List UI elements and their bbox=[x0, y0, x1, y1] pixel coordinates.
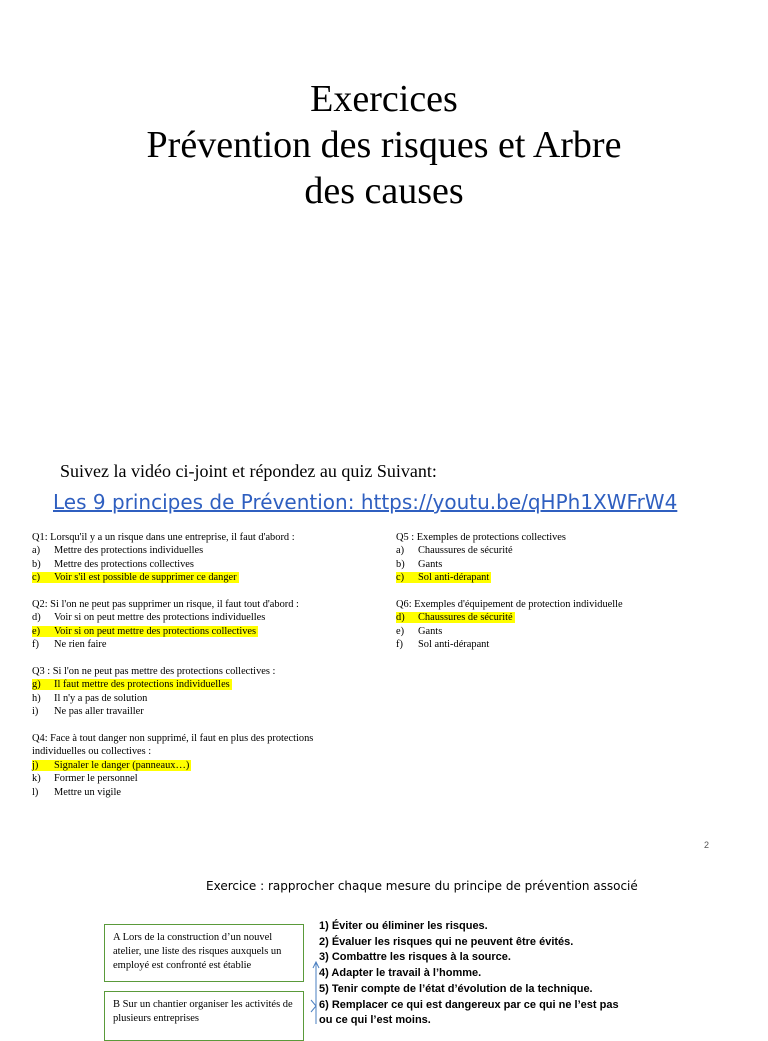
answer-option[interactable] bbox=[396, 611, 736, 624]
question-block bbox=[32, 531, 362, 585]
option-text: Chaussures de sécurité bbox=[418, 545, 513, 557]
answer-option[interactable] bbox=[32, 544, 362, 557]
option-text: Ne pas aller travailler bbox=[54, 706, 144, 718]
title-line-1: Exercices bbox=[310, 78, 458, 120]
option-letter: a) bbox=[32, 545, 41, 557]
option-text: Former le personnel bbox=[54, 773, 138, 785]
question-block bbox=[396, 598, 736, 652]
question-text: Q3 : Si l'on ne peut pas mettre des protections collectives : bbox=[32, 666, 276, 678]
answer-option[interactable] bbox=[32, 625, 362, 638]
highlighted-answer bbox=[396, 612, 515, 623]
highlighted-answer bbox=[32, 679, 232, 690]
option-text: Chaussures de sécurité bbox=[418, 612, 513, 624]
questions-left-column bbox=[32, 531, 362, 812]
answer-option[interactable] bbox=[396, 544, 736, 557]
answer-label bbox=[32, 612, 267, 623]
highlighted-answer bbox=[396, 572, 491, 583]
prevention-principles-list bbox=[319, 919, 619, 1029]
question-text: Q4: Face à tout danger non supprimé, il faut en plus des protections individuelles ou collectives : bbox=[32, 733, 314, 758]
answer-option[interactable] bbox=[32, 678, 362, 691]
answer-label bbox=[396, 545, 515, 556]
option-letter: g) bbox=[32, 679, 41, 691]
highlighted-answer bbox=[32, 626, 258, 637]
answer-label bbox=[396, 559, 444, 570]
answer-label bbox=[32, 545, 205, 556]
title-line-3: des causes bbox=[304, 170, 464, 212]
page-number: 2 bbox=[704, 840, 710, 850]
option-text: Gants bbox=[418, 625, 443, 637]
answer-option[interactable] bbox=[32, 705, 362, 718]
page-title bbox=[40, 76, 728, 214]
option-text: Mettre des protections collectives bbox=[54, 558, 194, 570]
question-text: Q6: Exemples d'équipement de protection individuelle bbox=[396, 599, 623, 611]
principle-item: 3) Combattre les risques à la source. bbox=[319, 951, 511, 964]
option-letter: k) bbox=[32, 773, 41, 785]
video-link[interactable]: Les 9 principes de Prévention: https://youtu.be/qHPh1XWFrW4 bbox=[53, 490, 678, 514]
answer-option[interactable] bbox=[32, 692, 362, 705]
question-block bbox=[32, 665, 362, 719]
question-text: Q2: Si l'on ne peut pas supprimer un risque, il faut tout d'abord : bbox=[32, 599, 299, 611]
answer-option[interactable] bbox=[32, 571, 362, 584]
principle-item: 2) Évaluer les risques qui ne peuvent être évités. bbox=[319, 935, 574, 948]
option-letter: f) bbox=[396, 639, 403, 651]
quiz-intro: Suivez la vidéo ci-joint et répondez au quiz Suivant: bbox=[60, 461, 437, 481]
questions-right-column bbox=[396, 531, 736, 665]
question-block bbox=[396, 531, 736, 585]
answer-label bbox=[32, 787, 123, 798]
highlighted-answer bbox=[32, 572, 239, 583]
answer-option[interactable] bbox=[396, 571, 736, 584]
option-letter: l) bbox=[32, 786, 39, 798]
question-text: Q5 : Exemples de protections collectives bbox=[396, 532, 566, 543]
option-text: Voir si on peut mettre des protections individuelles bbox=[54, 612, 266, 624]
answer-label bbox=[396, 639, 491, 650]
option-text: Mettre un vigile bbox=[54, 786, 121, 798]
answer-option[interactable] bbox=[396, 558, 736, 571]
option-letter: h) bbox=[32, 692, 41, 704]
option-letter: f) bbox=[32, 639, 39, 651]
option-letter: e) bbox=[32, 625, 41, 637]
arrow-head-right bbox=[311, 1000, 316, 1012]
measure-box-a[interactable]: A Lors de la construction d’un nouvel atelier, une liste des risques auxquels un employé est confronté est établie bbox=[104, 924, 304, 982]
option-text: Sol anti-dérapant bbox=[418, 572, 490, 584]
answer-option[interactable] bbox=[32, 772, 362, 785]
principle-item: ou ce qui l’est moins. bbox=[319, 1014, 431, 1027]
answer-option[interactable] bbox=[396, 638, 736, 651]
option-letter: b) bbox=[32, 558, 41, 570]
answer-option[interactable] bbox=[32, 558, 362, 571]
answer-label bbox=[32, 559, 196, 570]
question-text: Q1: Lorsqu'il y a un risque dans une entreprise, il faut d'abord : bbox=[32, 532, 295, 543]
option-text: Gants bbox=[418, 558, 443, 570]
option-text: Il n'y a pas de solution bbox=[54, 692, 148, 704]
exercise-title: Exercice : rapprocher chaque mesure du principe de prévention associé bbox=[206, 879, 638, 893]
option-text: Signaler le danger (panneaux…) bbox=[54, 759, 190, 771]
option-text: Ne rien faire bbox=[54, 639, 107, 651]
option-letter: b) bbox=[396, 558, 405, 570]
principle-item: 6) Remplacer ce qui est dangereux par ce qui ne l’est pas bbox=[319, 998, 619, 1011]
principle-item: 1) Éviter ou éliminer les risques. bbox=[319, 920, 488, 932]
answer-option[interactable] bbox=[32, 759, 362, 772]
option-letter: c) bbox=[396, 572, 405, 584]
option-text: Il faut mettre des protections individuelles bbox=[54, 679, 230, 691]
option-text: Voir si on peut mettre des protections collectives bbox=[54, 625, 257, 637]
principle-item: 5) Tenir compte de l’état d’évolution de la technique. bbox=[319, 982, 593, 995]
option-letter: d) bbox=[396, 612, 405, 624]
question-block bbox=[32, 598, 362, 652]
option-letter: d) bbox=[32, 612, 41, 624]
option-text: Voir s'il est possible de supprimer ce danger bbox=[54, 572, 237, 584]
principle-item: 4) Adapter le travail à l’homme. bbox=[319, 967, 482, 980]
answer-option[interactable] bbox=[32, 638, 362, 651]
option-text: Mettre des protections individuelles bbox=[54, 545, 204, 557]
option-letter: a) bbox=[396, 545, 405, 557]
answer-label bbox=[32, 693, 149, 704]
question-block bbox=[32, 732, 362, 799]
answer-option[interactable] bbox=[396, 625, 736, 638]
option-letter: c) bbox=[32, 572, 41, 584]
option-letter: i) bbox=[32, 706, 39, 718]
measure-box-b[interactable]: B Sur un chantier organiser les activités de plusieurs entreprises bbox=[104, 991, 304, 1041]
answer-label bbox=[32, 706, 146, 717]
answer-label bbox=[32, 773, 140, 784]
title-line-2: Prévention des risques et Arbre bbox=[146, 124, 622, 166]
answer-option[interactable] bbox=[32, 786, 362, 799]
highlighted-answer bbox=[32, 760, 191, 771]
answer-label bbox=[32, 639, 109, 650]
answer-label bbox=[396, 626, 444, 637]
answer-option[interactable] bbox=[32, 611, 362, 624]
option-letter: j) bbox=[32, 759, 39, 771]
option-letter: e) bbox=[396, 625, 405, 637]
option-text: Sol anti-dérapant bbox=[418, 639, 490, 651]
